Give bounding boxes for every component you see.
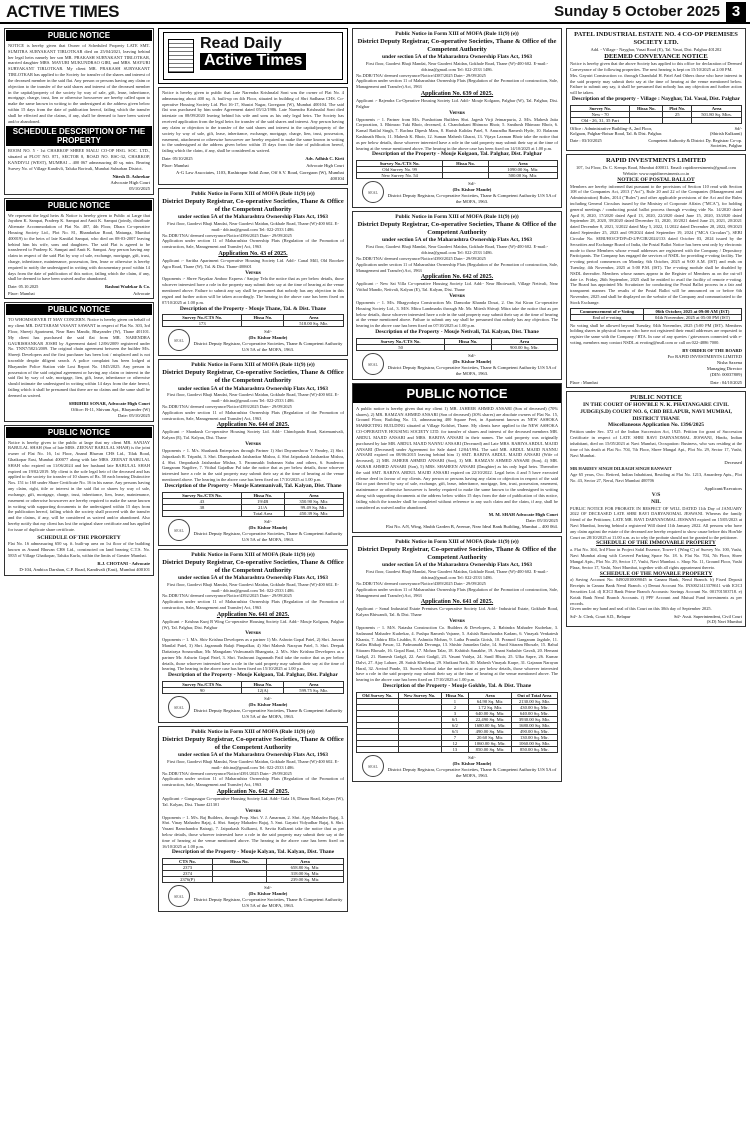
table-header	[163, 682, 344, 688]
seal-icon: SEAL	[168, 519, 190, 541]
public-notice-tirlotkar	[4, 28, 154, 195]
table-cell: 2374	[163, 871, 213, 877]
table-cell: 1060.00 Sq. Mtr.	[469, 740, 511, 746]
table-header	[163, 492, 344, 498]
table-cell: 12	[441, 740, 469, 746]
table-cell: 50	[357, 344, 445, 350]
public-notice-sawant	[4, 302, 154, 421]
table-cell: 518.00 Sq. Mtr.	[284, 321, 344, 327]
mofa-form-notice: Public Notice in Form XIII of MOFA (Rule 11(9) (e)) District Deputy Registrar, Co-operative Societies, Thane & Office of the Competent Authority under section 5A of the Maharashtra Ownership Flats Act, 1963 First floor, Gaodevi Bhaji Mandai, Near Gaodevi Maidan, Gokhale Road, Thane (W)-400 602. E-mail:- ddr.tna@gmail.com Tel: 022-2533 1486. No.DDR/TNA/ deemed conveyance/Notice/4396/2025 Date:- 29/09/2025 Application under section 11 of Maharashtra Ownership Flats (Regulation of the Promotion of construction, Sale, Management and Transfer) Act, 1963 Application No. 43 of 2025. Applicant :- Saritha Apartment Co-operative Housing Society Ltd. Add:- Canal Mill, Old Roorkee Agra Road, Thane (W), Tal. & Dist. Thane-400601 Versus Opponents :- Shree Nayakar Amboo Express / Sanjay Tela the notice that as per below details, those whoever interested have a role in the property may submit their say at the time of hearing at the venue mentioned above. Failure to submit any say shall be presumed that nobody has any objection in this regard and further action will be taken accordingly. The hearing in the above case has been fixed on 07/10/2025 at 1.00 p.m. Description of the Property - Mouje Thane, Tal. & Dist. Thane Survey No./CTS No. Hissa No. Area 173 518.00 Sq. Mtr. SEAL Sd/- (Dr. Kishor Mande) District Deputy Registrar, Co-operative Societies, Thane & Competent Authority U/S 5A of the MOFA, 1963.	[158, 188, 348, 357]
table-row	[357, 173, 558, 179]
table-cell: Old Survey No. 99	[357, 167, 443, 173]
banner-line-1: Read Daily	[200, 35, 282, 52]
notice-title: PATEL INDUSTRIAL ESTATE NO. 4 CO-OP PREMISES SOCIETY LTD.	[574, 31, 738, 47]
table-cell: Old Survey No.	[357, 692, 399, 698]
office-title: District Deputy Registrar, Co-operative Societies, Thane & Office of the Competent Authority	[357, 546, 557, 562]
seal-icon: SEAL	[362, 353, 384, 375]
property-table	[162, 858, 344, 883]
rapid-investments-notice: RAPID INVESTMENTS LIMITED 107, 1st Floor, Dr. C. Kemps Road, Mumbai 400011. Email: rapidinvestments@gmail.com Website: www.rapidinvestments.co.in NOTICE OF POSTAL BALLOT Members are hereby informed that pursuant to the provisions of Section 110 read with Section 108 of the Companies Act, 2013 ("Act"), Rule 20 and 22 of the Companies (Management and Administration) Rules, 2014 ("Rules") and other applicable provisions of the Act and the Rules including General Circulars issued by the Ministry of Corporate Affairs ("MCA"), for holding general meetings / conducting postal ballot process through e-voting vide No. 14/2020 dated April 8, 2020, 17/2020 dated April 13, 2020, 22/2020 dated June 15, 2020, 33/2020 dated September 28, 2020, 39/2020 dated December 31, 2020, 10/2021 dated June 23, 2021, 20/2021 dated December 8, 2021, 3/2022 dated May 5, 2022, 11/2022 dated December 28, 2022, 09/2023 dated September 25, 2023 and 09/2024 dated September 19, 2024 ("MCA Circulars"), SEBI Circular No. SEBI/HO/CFD/PoD-2/P/CIR/2024/133 dated October 03, 2024 issued by the Securities and Exchange Board of India, the Postal Ballot Notice has been sent only by electronic mode to those Members whose e-mail addresses are registered with the Company / Depository Participants. The Company has engaged the services of NSDL for providing e-voting facility. The e-voting period commences on Monday, 6th October, 2025 at 9:00 A.M. (IST) and ends on Tuesday, 4th November, 2025 at 5:00 P.M. (IST). The e-voting module shall be disabled by NSDL thereafter. Members whose names appear in the Register of Members as on the cut-off date i.e. Friday, 26th September, 2025 shall be entitled to avail the facility of remote e-voting. The Board has appointed Mr. Scrutinizer for conducting the Postal Ballot process in a fair and transparent manner. The results of the Postal Ballot will be announced on or before 6th November, 2025 and shall be displayed on the website of the Company and communicated to the Stock Exchange. Commencement of e-Voting 06th October, 2025 at 09:00 AM (IST) End of e-voting 04th November, 2025 at 05:00 PM (IST) No voting shall be allowed beyond Tuesday, 04th November, 2025 (5:00 PM (IST). Members holding shares in physical form or who have not registered their email addresses are requested to register the same with the Company / RTA. In case of any queries / grievances connected with e-voting, members may contact NSDL at evoting@nsdl.com or call on 022-4886 7000. BY ORDER OF THE BOARD For RAPID INVESTMENTS LIMITED Nisha Saxena Managing Director (DIN: 00037809) Place : Mumbai Date : 04/10/2025	[566, 154, 746, 388]
table-cell: Survey No.	[571, 105, 630, 111]
table-cell	[212, 877, 266, 883]
table-cell: 1680.00 Sq. Mtr.	[511, 722, 557, 728]
table-cell	[445, 344, 492, 350]
table-cell	[692, 117, 742, 123]
table-row	[163, 877, 344, 883]
table-cell: 1.72 Sq. Mtr.	[469, 704, 511, 710]
evoting-table	[570, 308, 742, 321]
table-row	[571, 314, 742, 320]
read-daily-banner	[158, 28, 348, 84]
table-cell: 13	[441, 746, 469, 752]
notice-header: PUBLIC NOTICE	[6, 304, 152, 315]
court-title: IN THE COURT OF HON'BLE N. K. PHATANGARE CIVIL JUDGE(S.D) COURT NO. 6, CBD BELAPUR, NAVI MUMBAI, DISTRICT THANE	[580, 401, 732, 422]
table-cell: Survey No./CTS No.	[163, 492, 242, 498]
table-cell: Area	[488, 161, 557, 167]
table-cell: Area	[692, 105, 742, 111]
schedule-title: SCHEDULE OF THE PROPERTY	[37, 534, 121, 541]
table-header	[163, 315, 344, 321]
deemed-conveyance-notice: PATEL INDUSTRIAL ESTATE NO. 4 CO-OP PREMISES SOCIETY LTD. Add. - Village - Nayghar, Vasai Road (E), Tal. Vasai, Dist. Palghar 401202 DEEMED CONVEYANCE NOTICE Notice is hereby given that the above Society has applied to this office for declaration of Deemed Conveyance of the following properties. The next hearing is kept on 15/10/2025 at 2.00 PM. Mrs. Gayatri Construction co. through Chandulal H. Patel And Others those who have interest in the said property may submit their say at the time of hearing at the venue mentioned below. Failure to submit any say, it shall be presumed that nobody has any objection and further action will be taken. Description of the property - Village : Nayghar, Tal. Vasai, Dist. Palghar Survey No. Hissa No. Plot No. Area New - 70 25 501.80 Sq. Mtrs. Old - 26, 31, 35 Part Office : Administrative Building-A, 2nd Floor, Kolgaon, Palghar-Boisar Road, Tal. & Dist. Palghar. Sd/- (Shirish Kulkarni) Date : 03/10/2025 Competent Authority & District Dy. Registrar Co-op. Societies, Palghar	[566, 28, 746, 151]
table-cell	[163, 510, 242, 516]
public-notice-sampat: PUBLIC NOTICE We represent the legal heirs & Notice is hereby given to Public at Large that Jayaben K. Sampat, Pradeep K. Sampat and Amit K. Sampat (jointly, distribute Alternate Accommodation of Flat No. 407, 4th Floor, Dhara Co-operative Housing Society Ltd., Plot No. 81, Bhandarkar Road, Matunga, Mumbai 400019) to the heirs of late Kantilal Sampat, who died on 08-03-2007 leaving behind him his wife, sons and daughters. The said Flat is agreed to be transferred to Pradeep K. Sampat and Amit K. Sampat. Any person having any claim in respect of the said Flat by way of sale, exchange, mortgage, gift, trust, charge, inheritance, maintenance, possession, lien, lease or otherwise is hereby required to notify the undersigned in writing with documentary proof within 14 days from the date of publication of this notice, failing which the claim, if any, shall be deemed to have been waived and/or abandoned. Date: 05.10.2025 Rashmi Wadekar & Co. Place: Mumbai Advocate	[4, 198, 154, 300]
column-4	[566, 28, 746, 630]
table-cell: New Survey No. 54	[357, 173, 443, 179]
table-cell: Area	[266, 859, 343, 865]
masthead	[0, 0, 750, 24]
table-row	[163, 688, 344, 694]
table-cell: 430.00 Sq. Mtr.	[511, 704, 557, 710]
table-cell: Hissa No.	[241, 492, 284, 498]
office-title: District Deputy Registrar, Co-operative Societies, Thane & Office of the Competent Authority	[162, 735, 344, 751]
column-3	[352, 28, 562, 785]
table-cell: 850.00 Sq. Mtr.	[511, 746, 557, 752]
company-name: RAPID INVESTMENTS LIMITED	[605, 156, 707, 164]
signatory: R.J. CHOTANI - Advocate D-104, Ambica Darshan, C.P. Road, Kandivali (East), Mumbai 400101	[19, 560, 150, 572]
mofa-form-notice: Public Notice in Form XIII of MOFA (Rule 11(9) (e)) District Deputy Registrar, Co-operative Societies, Thane & Office of the Competent Authority under section 5A of the Maharashtra Ownership Flats Act, 1963 First floor, Gaodevi Bhaji Mandai, Near Gaodevi Maidan, Gokhale Road, Thane (W)-400 602. E-mail:- ddr.tna@gmail.com Tel: 022-2533 1486. No.DDR/TNA/ deemed conveyance/Notice/4387/2025 Date:- 29/09/2025 Application under section 11 of Maharashtra Ownership Flats (Regulation of the Promotion of construction, Sale, Management and Transfer) Act, 1963 Application No. 639 of 2025. Applicant :- Rajendra Co-Operative Housing Society Ltd. Add:- Mouje Kolgaon, Palghar (W), Tal. Palghar, Dist. Palghar Versus Opponents :- 1. Partner from M/s. Purshottam Builders Shri. Jagesh Virji Jetmarpuria, 2. M/s. Mahesh Jatia Corporation, 3. Bhimrao Tuki Bhoir, deceased, 4. Chandrakant Bhimrao Bhoir, 5. Santhosh Bhimrao Bhoir, 6. Kamal Ratilal Singh, 7. Rachna Dipesh Maru, 8. Harish Kalidas Patel, 9. Anuradha Ramesh Hyde, 10. Balaram Kashinath Bhoir, 11. Mahesh K. Bhoir, 12. Suman Mahesh Gharat, 13. Vijaya Laxman Bhoir take the notice that as per below details, those whoever interested have a role in the said property may submit their say at the time of hearing at the venue mentioned above. The hearing in the above case has been fixed on 14/10/2025 at 1.00 p.m. Description of the Property - Mouje Kolgaon, Tal. Palghar, Dist. Palghar Survey No./CTS No. Hissa No. Area Old Survey No. 99 1090.00 Sq. Mtr. New Survey No. 54 500.00 Sq. Mtr. SEAL Sd/- (Dr. Kishor Mande) District Deputy Registrar, Co-operative Societies, Thane & Competent Authority U/S 5A of the MOFA, 1963.	[352, 28, 562, 208]
table-cell: Area	[284, 492, 343, 498]
table-cell: 6/3	[441, 728, 469, 734]
notice-header: PUBLIC NOTICE	[6, 200, 152, 211]
table-cell: Area	[284, 682, 344, 688]
table-cell: 64.90 Sq. Mtr.	[469, 698, 511, 704]
table-cell: Out of Total Area	[511, 692, 557, 698]
notice-body: Notice is hereby given that the above Society has applied to this office for declaration of Deemed Conveyance of the following properties. The next hearing is kept on 15/10/2025 at 2.00 PM.	[570, 61, 742, 72]
public-notice-ansari	[352, 383, 562, 534]
public-notice-soni: Notice is hereby given to public that Late Narendra Krishnalal Soni was the owner of Flat No. 4 admeasuring about 400 sq. ft. built-up on 4th Floor, situated in building of Shri Sadhana CHS. Co-operative Housing Society Ltd. Plot 16-17, Shastri Nagar, Goregaon (W), Mumbai 400104. The said flat was purchased by him under Agreement dated 05/12/1986. Late Narendra Krishnalal Soni died intestate on 08/09/2020 leaving behind his wife and sons as his only legal heirs. The Society has received application from the legal heirs for transfer of the said shares and interest. Any person having any claim or objection to the transfer of the said shares and interest in the capital/property of the society by way of sale, gift, lease, inheritance, exchange, mortgage, charge, lien, trust, possession, easement, attachment or otherwise howsoever are hereby required to make the same known in writing to the undersigned at the address given below within 15 days from the date of publication hereof, failing which the claim, if any, shall be considered as waived. Date: 05/10/2025 Adv. Adhish C. Kirti Place: Mumbai Advocate High Court A-G Law Associates, 1103, Rashtrapur Sahil Zone, Off S.V. Road, Goregaon (W), Mumbai 400104	[158, 87, 348, 185]
table-cell	[663, 117, 692, 123]
newspaper-icon	[168, 39, 194, 73]
table-cell: 900.00 Sq. Mtr.	[491, 344, 557, 350]
table-cell	[357, 746, 399, 752]
table-cell: 90	[163, 688, 242, 694]
property-table	[162, 314, 344, 327]
table-cell: 599.75 Sq. Mtr.	[284, 688, 344, 694]
table-cell: 2373	[163, 865, 213, 871]
notice-body: Notice is hereby given to the public at large that my client MR. SANJAY BABULAL SHAH (Son of late MRS. ZEENAT BABULAL SHAH) is the joint owner of Flat No. 16, 1st Floor, Anand Bhuvan CHS Ltd., Tilak Road, Ghatkopar East, Mumbai 400077 along with late MRS. ZEENAT BABULAL SHAH who expired on 11/06/2024 and her husband late BABULAL SHAH expired on 19/02/2019. My client is the sole legal heir of the deceased and has applied to the society for transfer of 10 shares of Rs. 50 each bearing Distinctive Nos. 151 to 160 under Share Certificate No. 16 in his name. Any persons having any claim, right, title or interest in the said flat or shares by way of sale, exchange, gift, mortgage, charge, trust, inheritance, lien, lease, maintenance, easement or otherwise howsoever are hereby required to make the same known in writing with supporting documents to the undersigned within 15 days from the publication hereof, failing which the society shall proceed with the transfer and the claims, if any, will be considered as waived and/or abandoned. Also hereby notify that my client has lost the original share certificate and has applied for issue of duplicate share certificate.	[8, 439, 150, 532]
table-cell	[443, 173, 488, 179]
property-table	[356, 692, 558, 753]
table-cell: Hissa No.	[443, 161, 488, 167]
table-cell: Survey No./CTS No.	[357, 161, 443, 167]
mofa-form-notice: Public Notice in Form XIII of MOFA (Rule 11(9) (e)) District Deputy Registrar, Co-operative Societies, Thane & Office of the Competent Authority under section 5A of the Maharashtra Ownership Flats Act, 1963 First floor, Gaodevi Bhaji Mandai, Near Gaodevi Maidan, Gokhale Road, Thane (W)-400 602. E-mail:- ddr.tna@gmail.com Tel: 022-2533 1486. No.DDR/TNA/ deemed conveyance/Notice/4393/2025 Date:- 29/09/2025 Application under section 11 of Maharashtra Ownership Flats (Regulation of the Promotion of construction, Sale, Management and Transfer) Act, 1963 Application No. 644 of 2025. Applicant :- Shankush Co-operative Housing Society Ltd. Add:- Chinchpada Road, Katemanivali, Kalyan (E), Tal. Kalyan, Dist. Thane Versus Opponents :- 1. M/s. Shashank Enterprises through Partner 1) Shri Dnyaneshwar V. Pandey, 2) Shri. Jaiprakash R. Tripathi, 3. Shri. Dhanprakash Jaishankar Mishra, 4. Shri Jaiprakash Jaishankar Mishra, 4. Shri. Omprakash Jaishankar Mishra, 5. Paramsukh Indranan Sahu and others, 6. Sunderrao Gangaram Nagdive, 7. Vitthal Gajadhar Pal take the notice that as per below details, those whoever interested have a role in the said property may submit their say at the time of hearing at the venue mentioned above. The hearing in the above case has been fixed on 17/10/2025 at 1.00 p.m. Description of the Property - Mouje Katemanivali, Tal. Kalyan, Dist. Thane Survey No./CTS No. Hissa No. Area 43 19/4B 350.90 Sq. Mtr. 38 21/A 99.49 Sq. Mtr. Total Area 450.39 Sq. Mtr. SEAL Sd/- (Dr. Kishor Mande) District Deputy Registrar, Co-operative Societies, Thane & Competent Authority U/S 5A of the MOFA, 1963.	[158, 359, 348, 545]
mofa-form-notice: Public Notice in Form XIII of MOFA (Rule 11(9) (e)) District Deputy Registrar, Co-operative Societies, Thane & Office of the Competent Authority under section 5A of the Maharashtra Ownership Flats Act, 1963 First floor, Gaodevi Bhaji Mandai, Near Gaodevi Maidan, Gokhale Road, Thane (W)-400 602. E-mail:- ddr.tna@gmail.com Tel: 022-2533 1486. No.DDR/TNA/ deemed conveyance/Notice/4389/2025 Date:- 29/09/2025 Application under section 11 of Maharashtra Ownership Flats (Regulation of the Promotion of construction, Sale, Management and Transfer) Act, 1963 Application No. 641 of 2025. Applicant :- Sonal Industrial Estate Premises Co-operative Society Ltd. Add:- Industrial Estate, Gokhale Road, Kalyan Bhiwandi, Tal. & Dist. Thane Versus Opponents :- 1. M/S. Natasha Construction Co. Builders & Developers, 2. Rabindra Mahadev Kudrekar, 3. Sadanand Mahadev Kudrekar, 4. Pushpa Ramesh Vajrane, 5. Ashish Ramchandra Kadam, 6. Vinayak Venkatesh Khanta, 7. Jahiru Ella Lisddin, 8. Ashmita Mohan, 9. Latha Pramila Girish, 10. Pramod Gangaram Jagdale, 11. Kailas Bhikaji Pawar, 12. Padmanabh Devanga, 13. Shishir Janardan Guhe, 14. Sunil Sitaram Bhosale, 15. Rahul Sitaram Bhosale, 16. Gopal Raut, 17. Mohan Talar, 18. Kshitish Sanakhe, 19. Anant Sadashiv Gavali, 20. Hemant Gadgil, 21. Ramesh Gadgil, 22. Amit Gadgil, 23. Vasant Vaidya, 24. Sunil Bhoir, 25. Ulka Sapre, 26. Kumar Dalvi, 27. Ajay Lahare, 28. Satish Khedekar, 29. Shrikant Naik, 30. Mahesh Vinayak Karpe, 31. Gajanan Narayan Haral, 32. Arvind Pande, 33. Suresh Kotwal take the notice that as per below details, those whoever interested have a role in the said property may submit their say at the time of hearing at the venue mentioned above. The hearing in the above case has been fixed on 17/10/2025 at 1.00 p.m. Description of the Property - Mouje Gokhle, Tal. & Dist. Thane Old Survey No. New Survey No. Hissa No. Area Out of Total Area 1 64.90 Sq. Mtr. 2130.00 Sq. Mtr. 2 1.72 Sq. Mtr. 430.00 Sq. Mtr. 3 640.00 Sq. Mtr. 640.00 Sq. Mtr. 6/1 22,490 Sq. Mtr. 3930.00 Sq. Mtr. 6/2 1680.00 Sq. Mtr. 1680.00 Sq. Mtr. 6/3 490.00 Sq. Mtr. 490.00 Sq. Mtr. 7 20.60 Sq. Mtr. 130.00 Sq. Mtr. 12 1060.00 Sq. Mtr. 1060.00 Sq. Mtr. 13 850.00 Sq. Mtr. 850.00 Sq. Mtr. SEAL Sd/- (Dr. Kishor Mande) District Deputy Registrar, Co-operative Societies, Thane & Competent Authority U/S 5A of the MOFA, 1963.	[352, 536, 562, 782]
table-cell: Survey No./CTS No.	[357, 338, 445, 344]
schedule-body: ROOM NO. 5 - 1st CHARKOP SHREE MALU CO-OP HSG. SOC. LTD., situated at PLOT NO. 871, SECTOR 8, ROAD NO. RSC-32, CHARKOP, KANDIVLI (WEST), MUMBAI – 400 067 admeasuring 40 sq. mtrs. Bearing Survey No. of Village Kandivli, Taluka Borivali, Mumbai Suburban District.	[8, 148, 150, 171]
seal-icon: SEAL	[362, 181, 384, 203]
office-title: District Deputy Registrar, Co-operative Societies, Thane & Office of the Competent Authority	[162, 197, 344, 213]
table-cell: Old - 26, 31, 35 Part	[571, 117, 630, 123]
seal-icon: SEAL	[362, 755, 384, 777]
table-header	[357, 692, 558, 698]
property-table	[162, 492, 344, 517]
table-cell: New - 70	[571, 111, 630, 117]
signatory: SHRIHRI SONAR, Advocate High Court Office: B-11, Shivam Apt., Bhayander (W) Date: 05/10/2025	[68, 400, 150, 418]
table-cell: 490.00 Sq. Mtr.	[511, 728, 557, 734]
table-cell: Plot No.	[663, 105, 692, 111]
table-cell: 04th November, 2025 at 05:00 PM (IST)	[643, 314, 741, 320]
table-cell: 350.90 Sq. Mtr.	[284, 498, 343, 504]
application-number: Application No. 639 of 2025.	[420, 91, 494, 98]
table-cell: 850.00 Sq. Mtr.	[469, 746, 511, 752]
table-cell: 2130.00 Sq. Mtr.	[511, 698, 557, 704]
notice-body: Notice is hereby given to public that Late Narendra Krishnalal Soni was the owner of Flat No. 4 admeasuring about 400 sq. ft. built-up on 4th Floor, situated in building of Shri Sadhana CHS. Co-operative Housing Society Ltd. Plot 16-17, Shastri Nagar, Goregaon (W), Mumbai 400104. The said flat was purchased by him under Agreement dated 05/12/1986. Late Narendra Krishnalal Soni died intestate on 08/09/2020 leaving behind his wife and sons as his only legal heirs. The Society has received application from the legal heirs for transfer of the said shares and interest. Any person having any claim or objection to the transfer of the said shares and interest in the capital/property of the society by way of sale, gift, lease, inheritance, exchange, mortgage, charge, lien, trust, possession, easement, attachment or otherwise howsoever are hereby required to make the same known in writing to the undersigned at the address given below within 15 days from the date of publication hereof, failing which the claim, if any, shall be considered as waived.	[162, 90, 344, 154]
notice-header: PUBLIC NOTICE	[6, 427, 152, 438]
table-cell: 6/1	[441, 716, 469, 722]
table-cell: Survey No./CTS No.	[163, 682, 242, 688]
column-2	[158, 87, 348, 915]
mofa-form-notice: Public Notice in Form XIII of MOFA (Rule 11(9) (e)) District Deputy Registrar, Co-operative Societies, Thane & Office of the Competent Authority under section 5A of the Maharashtra Ownership Flats Act, 1963 First floor, Gaodevi Bhaji Mandai, Near Gaodevi Maidan, Gokhale Road, Thane (W)-400 602. E-mail:- ddr.tna@gmail.com Tel: 022-2533 1486. No.DDR/TNA/ deemed conveyance/Notice/4391/2025 Date:- 29/09/2025 Application under section 11 of Maharashtra Ownership Flats (Regulation of the Promotion of construction, Sale, Management and Transfer) Act, 1963 Application No. 642 of 2025. Applicant :- Gangasagar Co-operative Housing Society Ltd. Add:- Gala 16, Dhanu Road, Kalyan (W), Tal. Kalyan, Dist. Thane 421301 Versus Opponents :- 1. M/s. Raj Builders, through Prop. Shri. V. J. Amarnan, 2. Shri. Ajay Mahadeo Bajaj, 3. Shri. Vinay Mahadeo Bajaj, 4. Shri. Sanjay Mahadeo Bajaj, 5. Smt. Gayatri Vidyadhar Bajaj, 6. Shri. Vasant Ramchandra Bairagi, 7. Jaiprakash Kulkarni, 8. Savita Kulkarni take the notice that as per below details, those whoever interested have a role in the said property may submit their say at the time of hearing at the venue mentioned above. The hearing in the above case has been fixed on 16/10/2025 at 1.00 p.m. Description of the Property - Mouje Kalyan, Tal. Kalyan, Dist. Thane CTS No. Hissa No. Area 2373 658.80 Sq. Mtr. 2374 318.00 Sq. Mtr. 2376(P) 239.00 Sq. Mtr. SEAL Sd/- (Dr. Kishor Mande) District Deputy Registrar, Co-operative Societies, Thane & Competent Authority U/S 5A of the MOFA, 1963.	[158, 726, 348, 912]
signatory: Sd/- (Dr. Kishor Mande) District Deputy Registrar, Co-operative Societies, Thane & Competent Authority U/S 5A of the MOFA, 1963.	[387, 352, 557, 376]
signatory: Sd/- (Dr. Kishor Mande) District Deputy Registrar, Co-operative Societies, Thane & Competent Authority U/S 5A of the MOFA, 1963.	[193, 696, 343, 719]
table-cell: Commencement of e-Voting	[571, 308, 644, 314]
signatory: Sd/- (Dr. Kishor Mande) District Deputy Registrar, Co-operative Societies, Thane & Competent Authority U/S 5A of the MOFA, 1963.	[193, 518, 343, 542]
table-cell: Hissa No.	[441, 692, 469, 698]
form-title: Public Notice in Form XIII of MOFA (Rule 11(9) (e))	[191, 362, 315, 369]
page-number: 3	[726, 2, 746, 22]
form-title: Public Notice in Form XIII of MOFA (Rule 11(9) (e))	[191, 551, 315, 558]
signatory: Nitesh D. Ashrekar Advocate High Court 05/10/2025	[110, 173, 150, 191]
signatory: Sd/- (Dr. Kishor Mande) District Deputy Registrar, Co-operative Societies, Thane & Competent Authority U/S 5A of the MOFA, 1963.	[387, 181, 557, 205]
table-header	[357, 161, 558, 167]
table-cell	[242, 321, 284, 327]
table-cell: 20.60 Sq. Mtr.	[469, 734, 511, 740]
form-title: Public Notice in Form XIII of MOFA (Rule 11(9) (e))	[395, 214, 519, 221]
application-number: Application No. 641 of 2025.	[420, 599, 494, 606]
notice-body: A public notice is hereby given that my client 1) MR. JAHEER AHMED ANSARI (Son of deceased) (70% shares), 2) MR. RAMZAN AHMED ANSARI (Son of deceased) (30% shares) are absolute owners of Flat No. 15, Ground Floor, Building No. 13, admeasuring 400 Square Feet, in Apartment known as NEW ASHOKA MARKETING BUILDING situated at Village Kolshet, Thane. My clients have applied to the NEW ASHOKA CO-OPERATIVE HOUSING SOCIETY LTD. for transfer of shares and interest of the deceased members MR. ABDUL MAJID ANSARI and MRS. RABIYA ANSARI in their names. The said property was originally purchased by late MR. ABDUL MAJID NANNU ANSARI (Deceased) and Late MRS. RABIYA ABDUL MAJID ANSARI (Deceased) under Agreement for Sale dated 12/04/1994. The said MR. ABDUL MAJID NANNU ANSARI expired on 08/06/2015 leaving behind him 1) SMT. RABIYA ABDUL MAJID ANSARI (Wife of deceased), 2) MR. JAHEER AHMED ANSARI (Son), 3) MR. RAMZAN AHMED ANSARI (Son), 4) MR. AKBAR AHMED ANSARI (Son), 5) MRS. SHAHEEN ANSARI (Daughter) as his only legal heirs. Thereafter the said SMT. RABIYA ABDUL MAJID ANSARI expired on 22/10/2022. Legal heirs 4 and 5 have executed release deed in favour of my clients. Any person or persons having any claim or objection in respect of the said flat or part thereof by way of sale, exchange, gift, lease, inheritance, mortgage, lien, trust, possession, easement, maintenance or otherwise howsoever is hereby required to make the same known to the undersigned in writing along with supporting documents at the address below within 15 days from the date of publication of this notice, failing which the transfer shall be completed without reference to any such claim and the claim, if any, shall be considered as waived and/or abandoned.	[356, 405, 558, 510]
seal-icon: SEAL	[168, 885, 190, 907]
property-table	[356, 338, 558, 351]
table-cell: 130.00 Sq. Mtr.	[511, 734, 557, 740]
table-cell: 22,490 Sq. Mtr.	[469, 716, 511, 722]
office-title: District Deputy Registrar, Co-operative Societies, Thane & Office of the Competent Authority	[162, 369, 344, 385]
table-cell: Area	[284, 315, 344, 321]
application-number: Application No. 644 of 2025.	[216, 422, 290, 429]
signatory: Sd/- (Dr. Kishor Mande) District Deputy Registrar, Co-operative Societies, Thane & Competent Authority U/S 5A of the MOFA, 1963.	[193, 885, 343, 909]
table-cell: CTS No.	[163, 859, 213, 865]
table-cell: Hissa No.	[242, 315, 284, 321]
banner-line-2: Active Times	[200, 53, 306, 70]
table-cell: 2376(P)	[163, 877, 213, 883]
mofa-form-notice: Public Notice in Form XIII of MOFA (Rule 11(9) (e)) District Deputy Registrar, Co-operative Societies, Thane & Office of the Competent Authority under section 5A of the Maharashtra Ownership Flats Act, 1963 First floor, Gaodevi Bhaji Mandai, Near Gaodevi Maidan, Gokhale Road, Thane (W)-400 602. E-mail:- ddr.tna@gmail.com Tel: 022-2533 1486. No.DDR/TNA/ deemed conveyance/Notice/4390/2025 Date:- 29/09/2025 Application under section 11 of Maharashtra Ownership Flats (Regulation of the Promotion of construction, Sale, Management and Transfer) Act, 1963 Application No. 642 of 2025. Applicant :- New Sai Villa Co-operative Housing Society Ltd. Add:- Near Bhoirwadi, Village Netivali, Near Vitthal Mandir, Netivali, Kalyan (E), Tal. Kalyan, Dist. Thane Versus Opponents :- 1. M/s. Bhagyodaya Construction Mr. Damodar Khanda Dosai, 2. Om Sai Kiran Co-operative Housing Society Ltd., 3. M/S. Mitra Landmarks through Mr. Mr. Mitesh Shivaji Mitra take the notice that as per below details, those whoever interested have a role in the said property may submit their say at the time of hearing at the venue mentioned above. Failure to submit any say shall be presumed that nobody has any objection. The hearing in the above case has been fixed on 07/10/2025 at 1.00 p.m. Description of the Property - Mouje Netivali, Tal. Kalyan, Dist. Thane Survey No./CTS No. Hissa No. Area 50 900.00 Sq. Mtr. SEAL Sd/- (Dr. Kishor Mande) District Deputy Registrar, Co-operative Societies, Thane & Competent Authority U/S 5A of the MOFA, 1963.	[352, 211, 562, 380]
table-row	[163, 510, 344, 516]
property-table	[570, 105, 742, 124]
notice-footer: Date: 05.10.2025 Rashmi Wadekar & Co.	[8, 284, 150, 290]
table-cell: 173	[163, 321, 242, 327]
table-cell: Area	[469, 692, 511, 698]
office-title: District Deputy Registrar, Co-operative Societies, Thane & Office of the Competent Authority	[357, 221, 557, 237]
table-cell: 640.00 Sq. Mtr.	[511, 710, 557, 716]
table-cell: 1090.00 Sq. Mtr.	[488, 167, 557, 173]
table-cell: 501.80 Sq. Mtrs.	[692, 111, 742, 117]
table-cell: 3930.00 Sq. Mtr.	[511, 716, 557, 722]
table-cell: Hissa No.	[630, 105, 663, 111]
table-row	[571, 117, 742, 123]
table-cell: 239.00 Sq. Mtr.	[266, 877, 343, 883]
table-cell: 500.00 Sq. Mtr.	[488, 173, 557, 179]
table-cell: 318.00 Sq. Mtr.	[266, 871, 343, 877]
table-cell	[398, 746, 441, 752]
notice-body: Members are hereby informed that pursuant to the provisions of Section 110 read with Section 108 of the Companies Act, 2013 ("Act"), Rule 20 and 22 of the Companies (Management and Administration) Rules, 2014 ("Rules") and other applicable provisions of the Act and the Rules including General Circulars issued by the Ministry of Corporate Affairs ("MCA"), for holding general meetings / conducting postal ballot process through e-voting vide No. 14/2020 dated April 8, 2020, 17/2020 dated April 13, 2020, 22/2020 dated June 15, 2020, 33/2020 dated September 28, 2020, 39/2020 dated December 31, 2020, 10/2021 dated June 23, 2021, 20/2021 dated December 8, 2021, 3/2022 dated May 5, 2022, 11/2022 dated December 28, 2022, 09/2023 dated September 25, 2023 and 09/2024 dated September 19, 2024 ("MCA Circulars"), SEBI Circular No. SEBI/HO/CFD/PoD-2/P/CIR/2024/133 dated October 03, 2024 issued by the Securities and Exchange Board of India, the Postal Ballot Notice has been sent only by electronic mode to those Members whose e-mail addresses are registered with the Company / Depository Participants. The Company has engaged the services of NSDL for providing e-voting facility. The e-voting period commences on Monday, 6th October, 2025 at 9:00 A.M. (IST) and ends on Tuesday, 4th November, 2025 at 5:00 P.M. (IST). The e-voting module shall be disabled by NSDL thereafter. Members whose names appear in the Register of Members as on the cut-off date i.e. Friday, 26th September, 2025 shall be entitled to avail the facility of remote e-voting. The Board has appointed Mr. Scrutinizer for conducting the Postal Ballot process in a fair and transparent manner. The results of the Postal Ballot will be announced on or before 6th November, 2025 and shall be displayed on the website of the Company and communicated to the Stock Exchange.	[570, 183, 742, 305]
office-title: District Deputy Registrar, Co-operative Societies, Thane & Office of the Competent Authority	[357, 37, 557, 53]
table-cell: End of e-voting	[571, 314, 644, 320]
issue-date: Sunday 5 October 2025	[554, 3, 720, 20]
table-cell: Area	[491, 338, 557, 344]
form-title: Public Notice in Form XIII of MOFA (Rule 11(9) (e))	[191, 729, 315, 735]
property-table	[162, 681, 344, 694]
signatory: BY ORDER OF THE BOARD For RAPID INVESTMENTS LIMITED Nisha Saxena Managing Director (DIN: 00037809)	[667, 347, 742, 377]
table-cell: 06th October, 2025 at 09:00 AM (IST)	[643, 308, 741, 314]
table-cell: 658.80 Sq. Mtr.	[266, 865, 343, 871]
table-cell: 2	[441, 704, 469, 710]
property-table	[356, 160, 558, 179]
signatory: Sd/- (Dr. Kishor Mande) District Deputy Registrar, Co-operative Societies, Thane & Competent Authority U/S 5A of the MOFA, 1963.	[193, 329, 343, 353]
notice-subtitle: NOTICE OF POSTAL BALLOT	[617, 176, 695, 183]
table-cell: Hissa No.	[445, 338, 492, 344]
table-cell: Total Area	[241, 510, 284, 516]
application-number: Application No. 642 of 2025.	[216, 789, 290, 796]
table-cell: 3	[441, 710, 469, 716]
table-cell: 640.00 Sq. Mtr.	[469, 710, 511, 716]
table-cell: 490.00 Sq. Mtr.	[469, 728, 511, 734]
schedule-header: SCHEDULE DESCRIPTION OF THE PROPERTY	[6, 126, 152, 146]
table-row	[163, 321, 344, 327]
table-cell: Hissa No.	[242, 682, 284, 688]
mofa-form-notice: Public Notice in Form XIII of MOFA (Rule 11(9) (e)) District Deputy Registrar, Co-operative Societies, Thane & Office of the Competent Authority under section 5A of the Maharashtra Ownership Flats Act, 1963 First floor, Gaodevi Bhaji Mandai, Near Gaodevi Maidan, Gokhale Road, Thane (W)-400 602. E-mail:- ddr.tna@gmail.com Tel: 022-2533 1486. No.DDR/TNA/ deemed conveyance/Notice/4392/2025 Date:- 29/09/2025 Application under section 11 of Maharashtra Ownership Flats (Regulation of the Promotion of construction, Sale, Management and Transfer) Act, 1963 Application No. 641 of 2025. Applicant :- Krishna Kunj B Wing Co-operative Housing Society Ltd. Add:- Mouje Kolgaon, Palghar (W), Tal. Palghar, Dist. Palghar Versus Opponents :- 1. M/s. Shiv Krishna Developers as a partner 1) Mr. Ashwin Gopal Patel, 2) Shri. Jasvant Manilal Patel, 3) Shri. Jagannath Balaji Pimpalkar, 4) Shri Mahesh Narayan Patel, 5. Shri. Deepak Dattatraya Sonawalkar, Mr. Mangalam Vishwanath Bhangaria, 2. M/s. Shiv Krishna Developers as a partner Mr. Ashwin Gopal Patel, 3. Shri. Yashwant Jagannath Patil take the notice that as per below details, those whoever interested have a role in the said property may submit their say at the time of hearing. The hearing in the above case has been fixed on 15/10/2025 at 1.00 p.m. Description of the Property - Mouje Kolgaon, Tal. Palghar, Dist. Palghar Survey No./CTS No. Hissa No. Area 90 12(A) 599.75 Sq. Mtr. SEAL Sd/- (Dr. Kishor Mande) District Deputy Registrar, Co-operative Societies, Thane & Competent Authority U/S 5A of the MOFA, 1963.	[158, 549, 348, 723]
form-title: Public Notice in Form XIII of MOFA (Rule 11(9) (e))	[395, 539, 519, 546]
table-cell: Survey No./CTS No.	[163, 315, 242, 321]
application-number: Application No. 43 of 2025.	[218, 250, 288, 257]
notice-header: PUBLIC NOTICE	[6, 30, 152, 41]
office-title: District Deputy Registrar, Co-operative Societies, Thane & Office of the Competent Authority	[162, 558, 344, 574]
table-cell: 21/A	[241, 504, 284, 510]
notice-header: PUBLIC NOTICE	[630, 393, 682, 401]
schedule-body: Flat No. 16 admeasuring 650 sq. ft. built-up area on 1st floor of the building known as Anand Bhuvan CHS Ltd., constructed on land bearing C.T.S. No. 5835 of Village Ghatkopar, Taluka Kurla, within the limits of Greater Mumbai.	[8, 541, 150, 559]
notice-body: TO WHOMSOEVER IT MAY CONCERN. Notice is hereby given on behalf of my client MR. DATTARAM VASANT SAWANT in respect of Flat No. 303, 3rd Floor, Shreeji Apartment, Near Ram Mandir, Bhayander (W), Thane 401101. My client has purchased the said flat from MR. NARENDRA GAURISHANKAR JOSHI by Agreement dated 12/06/2009 registered under No. TNN7/5821/2009. The original chain agreement between the builder M/s. Shreeji Developers and the first purchaser has been lost / misplaced and is not traceable despite diligent search. A police complaint has been lodged at Bhayander Police Station vide Lost Report No. 1845/2025. Any person in possession of the said original agreement or having any claim or interest in the said flat by way of sale, mortgage, lien, gift, lease, inheritance or otherwise should intimate the undersigned in writing within 14 days from the date hereof, failing which it shall be presumed that there are no claims and the same shall be deemed as waived.	[8, 317, 150, 398]
table-row	[357, 746, 558, 752]
notice-subtitle: DEEMED CONVEYANCE NOTICE	[604, 53, 708, 61]
table-cell: 1	[441, 698, 469, 704]
table-cell: Hissa No.	[212, 859, 266, 865]
table-cell: 43	[163, 498, 242, 504]
signatory: Sd/- (Dr. Kishor Mande) District Deputy Registrar, Co-operative Societies, Thane & Competent Authority U/S 5A of the MOFA, 1963.	[387, 754, 557, 778]
notice-body: NOTICE is hereby given that Owner of Scheduled Property LATE SMT. SUMITRA SURYAKANT TIRLOTKAR died on 25/04/2021, leaving behind her legal heirs namely her son MR. PRAKASH SURYAKANT TIRLOTKAR, married daughter MRS. MAYURI MUKUNDRAO GIRI, and MRS. MAYURI SURYAKANT TIRLOTKAR. My client MR. PRAKASH SURYAKANT TIRLOTKAR has applied to the Society for transfer of the shares and interest of the deceased member in the said flat. Any person or persons having any claim or objection to the transfer of the said shares and interest of the deceased member in the capital/property of the society by way of sale, gift, lease, inheritance, mortgage, charge, trust, lien or otherwise howsoever are hereby called upon to make the same known in writing to the undersigned at the address given below within 15 days from the date of publication hereof, failing which the transfer shall be effected and the claims, if any, shall be deemed to have been waived and/or abandoned.	[8, 43, 150, 124]
form-title: Public Notice in Form XIII of MOFA (Rule 11(9) (e))	[395, 31, 519, 37]
table-cell: 12(A)	[242, 688, 284, 694]
form-title: Public Notice in Form XIII of MOFA (Rule 11(9) (e))	[191, 190, 315, 197]
table-row	[357, 344, 558, 350]
table-cell: 19/4B	[241, 498, 284, 504]
table-header	[571, 308, 742, 314]
public-notice-shah	[4, 425, 154, 576]
table-cell: New Survey No.	[398, 692, 441, 698]
newspaper-name: ACTIVE TIMES	[6, 2, 120, 21]
table-cell: 38	[163, 504, 242, 510]
table-cell: 99.49 Sq. Mtr.	[284, 504, 343, 510]
table-cell: 450.39 Sq. Mtr.	[284, 510, 343, 516]
table-cell: 1060.00 Sq. Mtr.	[511, 740, 557, 746]
seal-icon: SEAL	[168, 696, 190, 718]
signatory: M. M. SHAH Advocate High Court Date: 05/10/2025 Flat No. A/8, Wing, Shubh Garden B, Avenue, Near Ideal Bank Building, Mumbai – 400 064.	[385, 512, 558, 530]
application-number: Application No. 642 of 2025.	[420, 274, 494, 281]
court-public-notice: PUBLIC NOTICE IN THE COURT OF HON'BLE N. K. PHATANGARE CIVIL JUDGE(S.D) COURT NO. 6, CBD BELAPUR, NAVI MUMBAI, DISTRICT THANE Miscellaneous Application No. 1396/2025 Petition under Sec. 372 of the Indian Succession Act, 1925. Petition for grant of Succession Certificate in respect of LATE SHRI RAVI DARYANOMAL JESWANI, Hindu, Indian inhabitant, died on 15/05/2023 at Navi Mumbai, Occupation: Business, who was residing at the time of his death at Flat No. 704, 7th Floor, Shree Mangal Apt., Plot No. 29, Sector 17, Vashi, Navi Mumbai. Deceased MR HARDEV SINGH DILBAGH SINGH BANWAIT Age 65 years, Occ. Retired, Indian Inhabitant, Residing at Flat No. 1213, Amardeep Apts., Plot No. 43, Sector 27, Nerul, Navi Mumbai 400706 Applicant/Executors V/S NIL PUBLIC NOTICE FOR PROBATE IN RESPECT OF WILL DATED 11th Day of JANUARY 2022 OF DECEASED LATE SHRI RAVI DARYANOMAL JESWANI. Whereas the family friend of the Petitioner, LATE MR. RAVI DARYANOMAL JESWANI expired on 15/05/2023 at Navi Mumbai, leaving behind a registered Will dated 11th January 2022. All persons who have any claim against the estate of the deceased are hereby required to show cause before this Hon'ble Court on 28/10/2025 at 11.00 a.m. as to why the probate should not be granted to the petitioner. SCHEDULE OF THE IMMOVABLE PROPERTY a. Flat No. 304, 3rd Floor in Project Safal Essence, Tower-1 (Wing C) of Survey No. 100, Vashi, Navi Mumbai along with Covered Parking Space No. 18. b. Flat No. 704, 7th Floor, Shree Mangal Apts., Plot No. 29, Sector 17, Vashi, Navi Mumbai. c. Shop No. 11, Ground Floor, Vashi Plaza, Sector 17, Vashi, Navi Mumbai, together with all rights appurtenant thereto. SCHEDULE OF THE MOVABLE PROPERTY a) Saving Account No. 04902010009045 in Canara Bank, Nerul Branch. b) Fixed Deposit Receipts in Canara Bank Nerul Branch. c) Demat Account No. IN30021413378611 with ICICI Securities Ltd. d) ICICI Bank Prime Branch Accounts: Savings Account No. 001701503718. e) Kotak Bank Nerul Branch Accounts. f) PPF Account and Mutual Fund investments as per records. Given under my hand and seal of this Court on this 30th day of September 2025. Sd/- Jr. Clerk, Court S.D., Belapur Sd/- Asstt. Superintendent, Civil Court (S.D) Navi Mumbai	[566, 391, 746, 628]
column-1	[4, 28, 154, 579]
notice-header: PUBLIC NOTICE	[353, 384, 561, 403]
notice-body: We represent the legal heirs & Notice is hereby given to Public at Large that Jayaben K. Sampat, Pradeep K. Sampat and Amit K. Sampat (jointly, distribute Alternate Accommodation of Flat No. 407, 4th Floor, Dhara Co-operative Housing Society Ltd., Plot No. 81, Bhandarkar Road, Matunga, Mumbai 400019) to the heirs of late Kantilal Sampat, who died on 08-03-2007 leaving behind him his wife, sons and daughters. The said Flat is agreed to be transferred to Pradeep K. Sampat and Amit K. Sampat. Any person having any claim in respect of the said Flat by way of sale, exchange, mortgage, gift, trust, charge, inheritance, maintenance, possession, lien, lease or otherwise is hereby required to notify the undersigned in writing with documentary proof within 14 days from the date of publication of this notice, failing which the claim, if any, shall be deemed to have been waived and/or abandoned.	[8, 212, 150, 282]
application-number: Application No. 641 of 2025.	[216, 611, 290, 618]
table-cell: 1680.00 Sq. Mtr.	[469, 722, 511, 728]
table-cell: 7	[441, 734, 469, 740]
table-cell: 25	[663, 111, 692, 117]
table-cell: 6/2	[441, 722, 469, 728]
seal-icon: SEAL	[168, 329, 190, 351]
table-cell	[630, 117, 663, 123]
